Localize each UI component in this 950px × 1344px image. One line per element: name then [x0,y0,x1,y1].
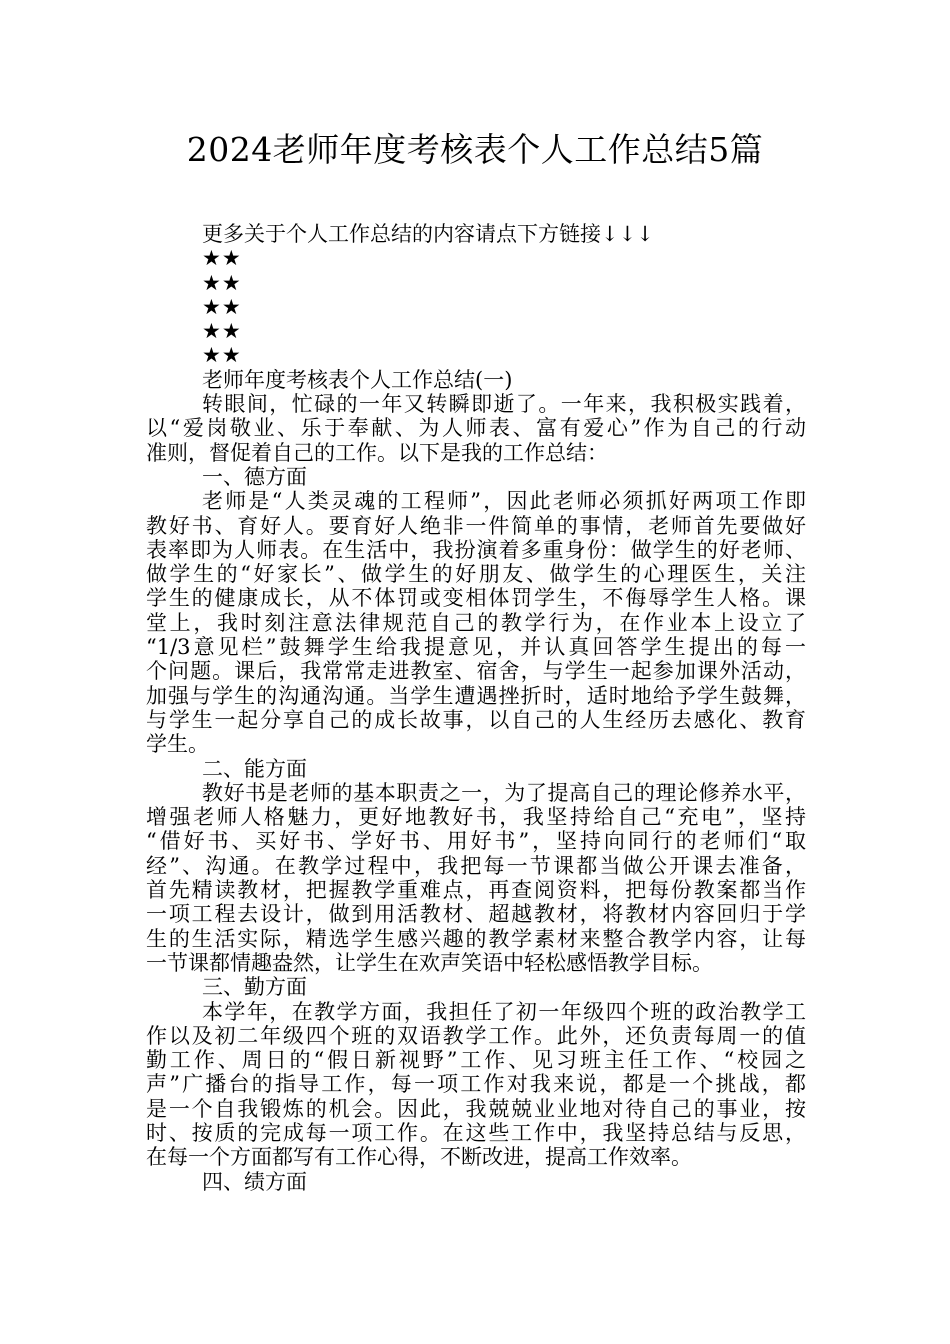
document-title: 2024老师年度考核表个人工作总结5篇 [186,130,764,169]
text-line: 做学生的“好家长”、做学生的好朋友、做学生的心理医生，关注 [146,562,806,587]
star-decoration: ★★ [202,270,242,295]
star-decoration: ★★ [202,319,242,344]
text-line: “1/3意见栏”鼓舞学生给我提意见，并认真回答学生提出的每一 [146,635,806,660]
text-line: 表率即为人师表。在生活中，我扮演着多重身份：做学生的好老师、 [146,537,806,562]
text-line: 是一个自我锻炼的机会。因此，我兢兢业业地对待自己的事业，按 [146,1096,806,1121]
section-subheading: 一、德方面 [202,464,307,489]
text-line: 堂上，我时刻注意法律规范自己的教学行为，在作业本上设立了 [146,610,806,635]
text-line: 教好书是老师的基本职责之一，为了提高自己的理论修养水平， [202,780,806,805]
link-note: 更多关于个人工作总结的内容请点下方链接↓↓↓ [202,222,654,246]
section-ji [146,1170,806,1194]
text-line: 以“爱岗敬业、乐于奉献、为人师表、富有爱心”作为自己的行动 [146,416,806,441]
text-line: 勤工作、周日的“假日新视野”工作、见习班主任工作、“校园之 [146,1048,806,1073]
text-line: “借好书、买好书、学好书、用好书”，坚持向同行的老师们“取 [146,829,806,854]
text-line: 声”广播台的指导工作，每一项工作对我来说，都是一个挑战，都 [146,1072,806,1097]
text-line: 准则，督促着自己的工作。以下是我的工作总结： [146,440,608,465]
text-line: 个问题。课后，我常常走进教室、宿舍，与学生一起参加课外活动， [146,659,806,684]
text-line: 首先精读教材，把握教学重难点，再查阅资料，把每份教案都当作 [146,878,806,903]
text-line: 教好书、育好人。要育好人绝非一件简单的事情，老师首先要做好 [146,513,806,538]
text-line: 经”、沟通。在教学过程中，我把每一节课都当做公开课去准备， [146,853,806,878]
text-line: 学生。 [146,732,209,757]
text-line: 学生的健康成长，从不体罚或变相体罚学生，不侮辱学生人格。课 [146,586,806,611]
text-line: 老师是“人类灵魂的工程师”，因此老师必须抓好两项工作即 [202,489,806,514]
star-decoration: ★★ [202,343,242,368]
intro-paragraph [146,392,806,465]
text-line: 作以及初二年级四个班的双语教学工作。此外，还负责每周一的值 [146,1023,806,1048]
star-decoration: ★★ [202,294,242,319]
section-de [146,465,806,757]
section-subheading: 二、能方面 [202,756,307,781]
text-line: 一节课都情趣盎然，让学生在欢声笑语中轻松感悟教学目标。 [146,950,713,975]
text-line: 与学生一起分享自己的成长故事，以自己的人生经历去感化、教育 [146,707,806,732]
section-qin [146,975,806,1169]
text-line: 增强老师人格魅力，更好地教好书，我坚持给自己“充电”，坚持 [146,805,806,830]
star-decoration: ★★ [202,246,242,271]
text-line: 生的生活实际，精选学生感兴趣的教学素材来整合教学内容，让每 [146,926,806,951]
document-body [146,222,806,1194]
text-line: 时、按质的完成每一项工作。在这些工作中，我坚持总结与反思， [146,1120,806,1145]
section-subheading: 三、勤方面 [202,975,307,1000]
text-line: 转眼间，忙碌的一年又转瞬即逝了。一年来，我积极实践着， [202,392,806,417]
section-subheading: 四、绩方面 [202,1169,307,1194]
section-heading: 老师年度考核表个人工作总结(一) [202,367,513,392]
text-line: 在每一个方面都写有工作心得，不断改进，提高工作效率。 [146,1145,692,1170]
text-line: 本学年，在教学方面，我担任了初一年级四个班的政治教学工 [202,999,806,1024]
section-neng [146,757,806,976]
text-line: 一项工程去设计，做到用活教材、超越教材，将教材内容回归于学 [146,902,806,927]
text-line: 加强与学生的沟通沟通。当学生遭遇挫折时，适时地给予学生鼓舞， [146,683,806,708]
